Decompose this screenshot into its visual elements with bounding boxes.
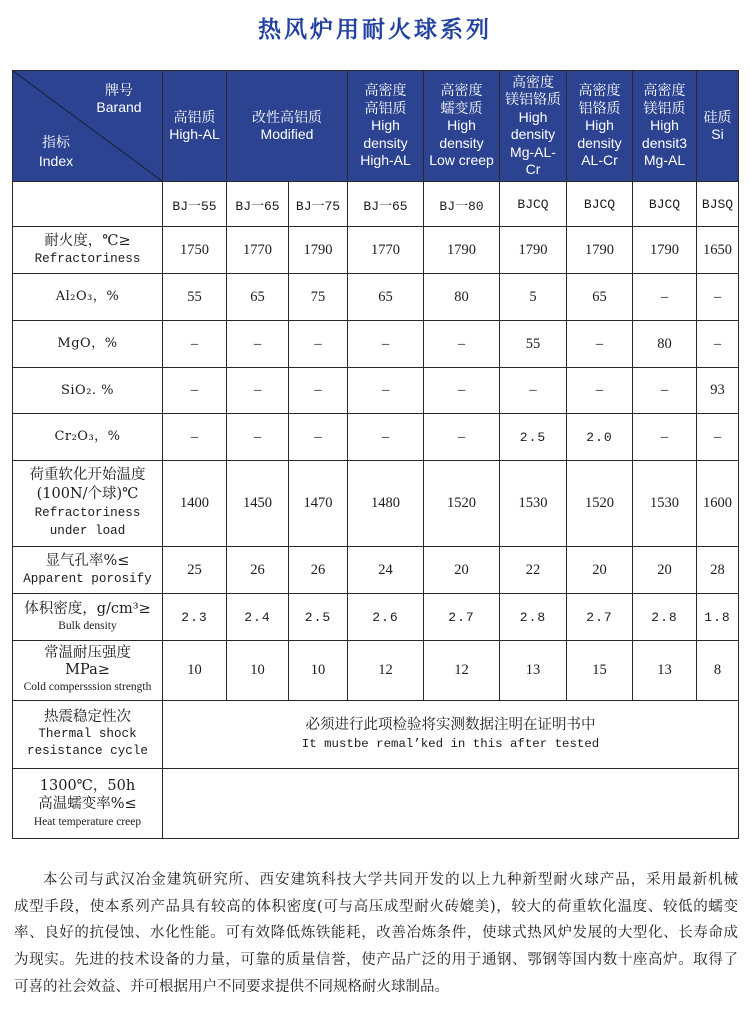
row-label-cn: 显气孔率%≤ (45, 553, 130, 569)
table-cell: 2.3 (163, 594, 227, 641)
table-cell: 1790 (289, 227, 348, 274)
brand-label-en: Barand (96, 99, 142, 115)
grade-code: BJSQ (697, 182, 739, 227)
row-label-en: Bulk density (58, 619, 117, 632)
table-row-cold-crushing-strength (13, 641, 739, 701)
grade-code: BJ一55 (163, 182, 227, 227)
row-label (13, 641, 163, 701)
row-label (13, 414, 163, 461)
header-line: Low creep (429, 152, 494, 169)
header-line: Mg-AL (643, 152, 686, 169)
row-label (13, 461, 163, 547)
table-cell: 1770 (348, 227, 424, 274)
header-high-density-high-al (348, 71, 424, 182)
table-cell: 26 (289, 547, 348, 594)
table-cell: – (348, 368, 424, 414)
table-cell: – (289, 368, 348, 414)
row-label-formula: Al₂O₃，% (55, 289, 120, 304)
table-cell: 25 (163, 547, 227, 594)
row-label-formula: Cr₂O₃，% (54, 429, 121, 444)
table-cell: 20 (567, 547, 633, 594)
paragraph-line: 成型手段，使本系列产品具有较高的体积密度(可与高压成型耐火砖媲美)，较大的荷重软化温度、较低的蠕变 (14, 898, 738, 915)
table-cell: – (697, 414, 739, 461)
table-cell: 1600 (697, 461, 739, 547)
thermal-shock-note-en: It mustbe remal’ked in this after tested (301, 736, 600, 751)
table-cell: – (697, 274, 739, 321)
table-cell: – (227, 414, 289, 461)
paragraph-line: 可喜的社会效益、并可根据用户不同要求提供不同规格耐火球制品。 (14, 978, 449, 995)
table-cell: 2.7 (424, 594, 500, 641)
table-cell: 1400 (163, 461, 227, 547)
table-cell: – (424, 321, 500, 368)
table-cell: 10 (289, 641, 348, 701)
heat-creep-value-cell (163, 769, 739, 839)
table-cell: 2.0 (567, 414, 633, 461)
header-high-al (163, 71, 227, 182)
header-line: density (363, 134, 408, 151)
thermal-shock-note-cn: 必须进行此项检验将实测数据注明在证明书中 (305, 716, 596, 733)
table-cell: 80 (633, 321, 697, 368)
table-cell: 1.8 (697, 594, 739, 641)
table-cell: 1750 (163, 227, 227, 274)
grade-code: BJ一80 (424, 182, 500, 227)
header-line: 高密度 (512, 73, 554, 90)
header-line: High (518, 108, 548, 125)
description-paragraph (14, 867, 738, 1001)
table-cell: – (633, 368, 697, 414)
header-line: density (577, 134, 622, 151)
header-line: 改性高铝质 (252, 108, 322, 125)
table-cell: 2.4 (227, 594, 289, 641)
row-label (13, 547, 163, 594)
row-label-cn: 耐火度，℃≥ (44, 233, 131, 249)
row-label-en: resistance cycle (27, 744, 148, 758)
table-cell: – (163, 321, 227, 368)
header-high-density-al-cr (567, 71, 633, 182)
table-cell: 10 (163, 641, 227, 701)
table-cell: 75 (289, 274, 348, 321)
header-line: density (510, 126, 556, 142)
table-cell: 1520 (567, 461, 633, 547)
table-cell: 55 (163, 274, 227, 321)
index-label-en: Index (38, 153, 74, 169)
table-cell: 2.8 (500, 594, 567, 641)
row-label-cn: 体积密度，g/cm³≥ (24, 600, 151, 617)
table-row-sio2 (13, 368, 739, 414)
header-line: 高铝质 (364, 99, 407, 116)
row-label-unit: MPa≥ (65, 662, 110, 678)
header-high-density-mg-al-cr (500, 71, 567, 182)
row-label-en: Heat temperature creep (33, 815, 142, 828)
table-cell: 2.8 (633, 594, 697, 641)
header-line: 镁铝质 (643, 99, 686, 116)
table-row-heat-creep (13, 769, 739, 839)
row-label-formula: SiO₂. % (60, 382, 115, 398)
table-row-apparent-porosity (13, 547, 739, 594)
table-cell: – (567, 368, 633, 414)
table-cell: 1450 (227, 461, 289, 547)
table-row-al2o3 (13, 274, 739, 321)
row-label-formula: MgO，% (57, 336, 118, 351)
table-row-thermal-shock (13, 701, 739, 769)
corner-cell (13, 71, 163, 182)
table-cell: 28 (697, 547, 739, 594)
table-row-bulk-density (13, 594, 739, 641)
table-cell: – (289, 414, 348, 461)
page-title: 热风炉用耐火球系列 (258, 17, 492, 43)
grade-code: BJ一65 (227, 182, 289, 227)
table-cell: – (163, 414, 227, 461)
table-cell: 1790 (567, 227, 633, 274)
row-label-cn: 高温蠕变率%≤ (38, 796, 137, 812)
header-row (13, 71, 739, 182)
header-line: 高密度 (440, 82, 483, 99)
brand-label (87, 82, 151, 116)
header-line: High (447, 117, 476, 134)
header-line: Si (711, 126, 724, 142)
table-cell: – (227, 321, 289, 368)
row-label (13, 227, 163, 274)
header-line: 高密度 (578, 82, 621, 99)
header-line: High (585, 117, 614, 134)
table-row-refractoriness-under-load (13, 461, 739, 547)
table-cell: – (633, 274, 697, 321)
row-label (13, 274, 163, 321)
table-cell: – (697, 321, 739, 368)
header-line: 镁铝铬质 (505, 91, 561, 107)
table-cell: 1790 (500, 227, 567, 274)
header-line: 高密度 (643, 82, 686, 99)
row-label (13, 594, 163, 641)
table-row-mgo (13, 321, 739, 368)
table-cell: 22 (500, 547, 567, 594)
paragraph-line: 率、良好的抗侵蚀、水化性能。可有效降低炼铁能耗，改善冶炼条件，使球式热风炉发展的大型化、长寿命成 (14, 925, 738, 942)
table-cell: 1790 (633, 227, 697, 274)
table-cell: – (567, 321, 633, 368)
table-cell: – (348, 321, 424, 368)
grade-code-row (13, 182, 739, 227)
table-cell: – (348, 414, 424, 461)
table-cell: 1770 (227, 227, 289, 274)
table-cell: 1480 (348, 461, 424, 547)
header-modified-high-al (227, 71, 348, 182)
table-cell: 13 (633, 641, 697, 701)
table-cell: 15 (567, 641, 633, 701)
header-line: High (371, 117, 400, 134)
table-cell: 1530 (500, 461, 567, 547)
table-cell: 2.5 (289, 594, 348, 641)
row-label-en: Refractoriness (34, 252, 141, 266)
row-label (13, 769, 163, 839)
table-cell: 65 (227, 274, 289, 321)
table-cell: 1790 (424, 227, 500, 274)
table-cell: – (289, 321, 348, 368)
table-cell: 5 (500, 274, 567, 321)
table-cell: – (500, 368, 567, 414)
row-label (13, 368, 163, 414)
row-label (13, 321, 163, 368)
row-label-condition: 1300℃，50h (39, 777, 136, 794)
row-label-en: under load (49, 524, 126, 539)
index-label-cn: 指标 (42, 134, 70, 150)
table-row-cr2o3 (13, 414, 739, 461)
table-cell: 65 (567, 274, 633, 321)
table-cell: 65 (348, 274, 424, 321)
header-line: Cr (525, 161, 541, 177)
grade-code-blank-cell (13, 182, 163, 227)
table-cell: 55 (500, 321, 567, 368)
header-line: 高铝质 (173, 108, 216, 125)
index-label (24, 133, 88, 171)
grade-code: BJCQ (633, 182, 697, 227)
row-label-en: Apparent porosify (23, 572, 152, 586)
brand-label-cn: 牌号 (105, 82, 133, 98)
thermal-shock-note (163, 701, 739, 769)
row-label-en: Cold compersssion strength (23, 681, 152, 693)
table-cell: 20 (633, 547, 697, 594)
table-cell: 80 (424, 274, 500, 321)
row-label-cn: 常温耐压强度 (44, 645, 131, 661)
header-line: densit3 (641, 134, 688, 151)
table-cell: 93 (697, 368, 739, 414)
table-cell: 24 (348, 547, 424, 594)
table-cell: 12 (348, 641, 424, 701)
header-line: 高密度 (364, 82, 407, 99)
paragraph-line: 为现实。先进的技术设备的力量，可靠的质量信誉，使产品广泛的用于通钢、鄂钢等国内数十座高炉。取得了 (14, 952, 738, 969)
header-high-density-low-creep (424, 71, 500, 182)
header-silica (697, 71, 739, 182)
row-label-cn: 荷重软化开始温度 (29, 467, 146, 484)
table-cell: – (633, 414, 697, 461)
spec-table (12, 70, 739, 839)
grade-code: BJCQ (500, 182, 567, 227)
table-cell: 26 (227, 547, 289, 594)
header-line: density (439, 134, 484, 151)
table-cell: 10 (227, 641, 289, 701)
row-label-cn: (100N/个球)℃ (36, 485, 139, 502)
row-label-cn: 热震稳定性次 (44, 709, 131, 725)
table-cell: – (424, 368, 500, 414)
table-cell: 1530 (633, 461, 697, 547)
table-cell: 1650 (697, 227, 739, 274)
table-cell: – (163, 368, 227, 414)
header-line: High (650, 117, 679, 134)
header-line: 铝铬质 (578, 99, 621, 116)
header-line: 蠕变质 (440, 99, 483, 116)
header-line: Modified (260, 126, 314, 142)
table-cell: 13 (500, 641, 567, 701)
table-cell: 20 (424, 547, 500, 594)
header-high-density-mg-al (633, 71, 697, 182)
table-cell: – (424, 414, 500, 461)
table-cell: 8 (697, 641, 739, 701)
grade-code: BJ一65 (348, 182, 424, 227)
table-cell: 12 (424, 641, 500, 701)
table-cell: 2.6 (348, 594, 424, 641)
table-cell: – (227, 368, 289, 414)
header-line: Mg-AL- (510, 143, 556, 160)
row-label-en: Thermal shock (38, 727, 137, 741)
table-cell: 2.5 (500, 414, 567, 461)
table-cell: 1470 (289, 461, 348, 547)
row-label (13, 701, 163, 769)
table-cell: 1520 (424, 461, 500, 547)
header-line: High-AL (360, 152, 411, 169)
table-row-refractoriness (13, 227, 739, 274)
header-line: High-AL (169, 126, 220, 142)
paragraph-line: 本公司与武汉冶金建筑研究所、西安建筑科技大学共同开发的以上九种新型耐火球产品，采用最新机械 (43, 872, 738, 888)
grade-code: BJ一75 (289, 182, 348, 227)
header-line: 硅质 (703, 108, 732, 125)
grade-code: BJCQ (567, 182, 633, 227)
header-line: AL-Cr (581, 152, 618, 169)
table-cell: 2.7 (567, 594, 633, 641)
row-label-en: Refractoriness (34, 505, 141, 520)
